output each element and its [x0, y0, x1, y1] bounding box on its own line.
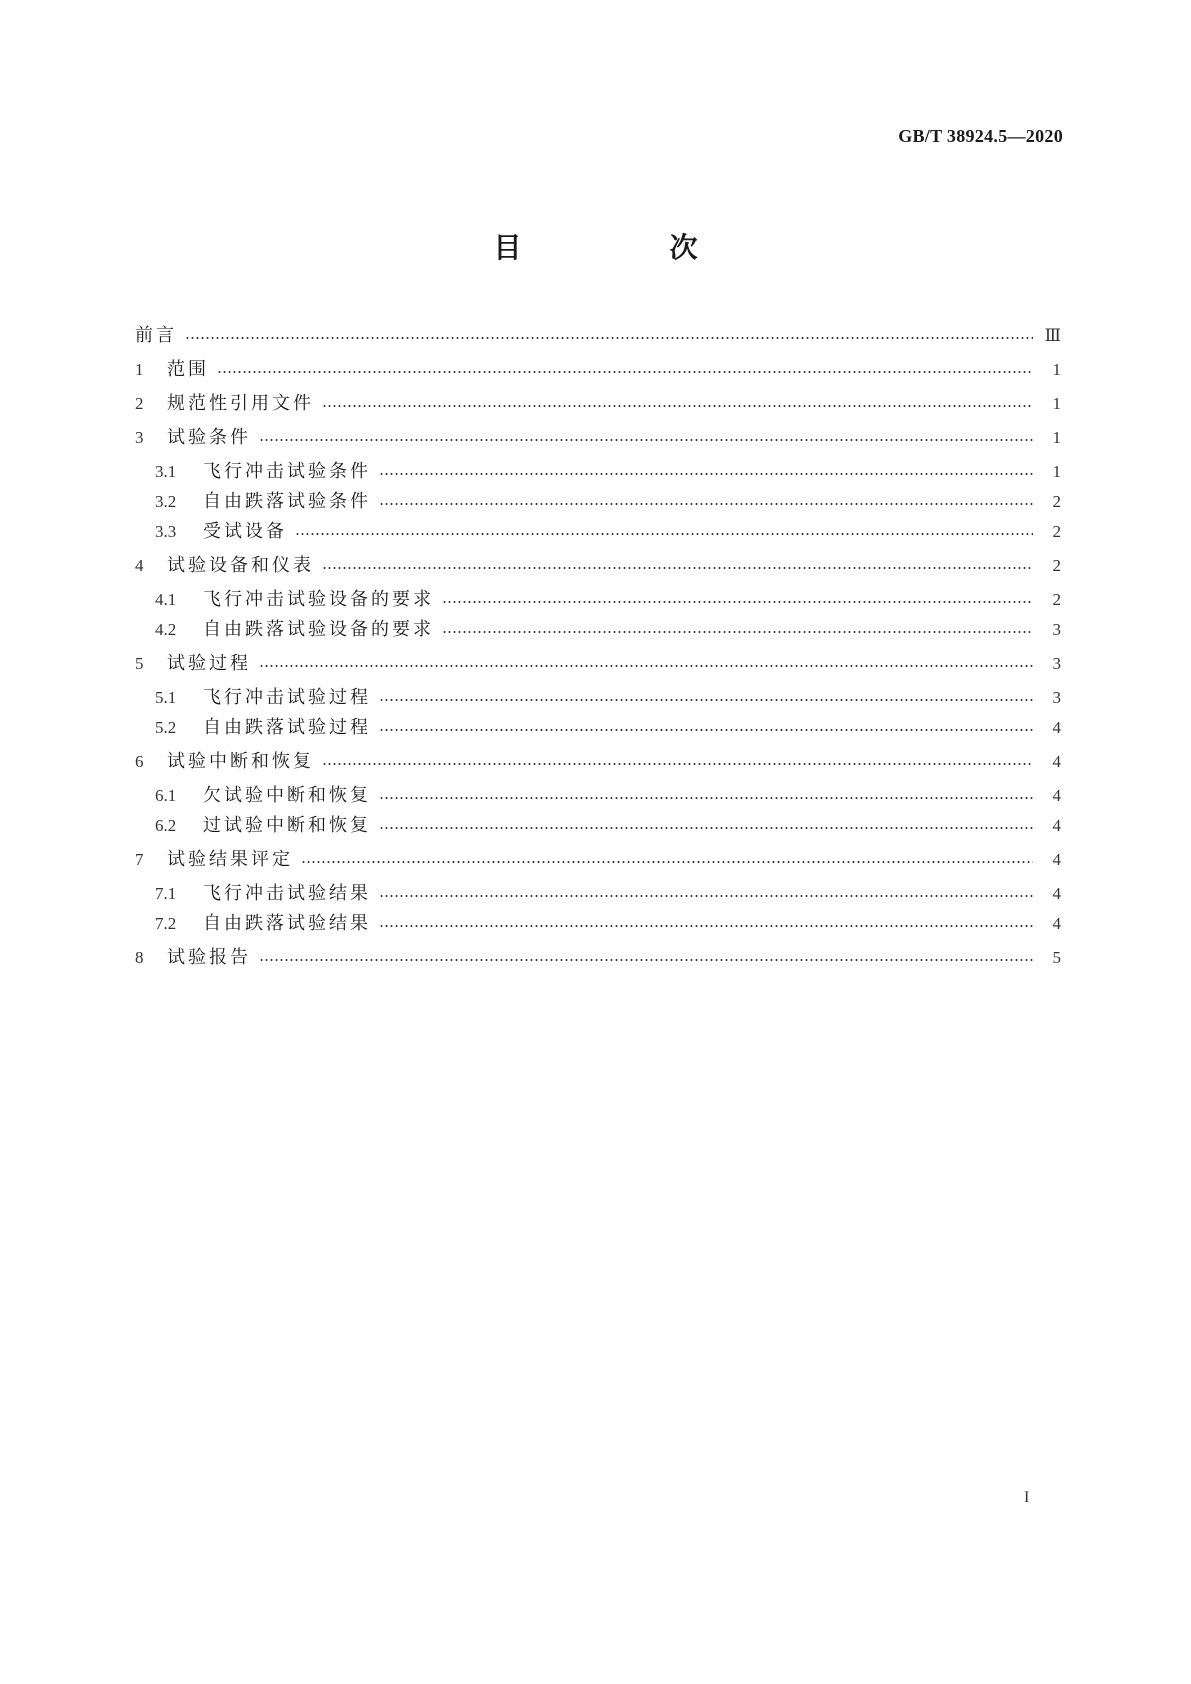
page-number: I: [1024, 1489, 1030, 1506]
toc-entry-label: 试验设备和仪表: [167, 555, 314, 576]
toc-entry-number: 7: [135, 850, 144, 869]
leader-dots: [379, 782, 1033, 810]
toc-entry-page: 3: [1052, 654, 1061, 673]
toc-entry-page: 2: [1052, 522, 1061, 541]
toc-entry-label: 欠试验中断和恢复: [203, 785, 371, 806]
toc-entry-4-1[interactable]: [155, 586, 1061, 614]
leader-dots: [379, 812, 1033, 840]
toc-entry-page: 3: [1052, 620, 1061, 639]
leader-dots: [322, 390, 1033, 418]
toc-entry-number: 5.2: [155, 718, 177, 737]
toc-entry-7-2[interactable]: [155, 910, 1061, 938]
leader-dots: [442, 586, 1033, 614]
toc-entry-5[interactable]: [135, 650, 1061, 678]
toc-entry-page: Ⅲ: [1044, 326, 1061, 345]
toc-entry-number: 4.2: [155, 620, 177, 639]
toc-entry-8[interactable]: [135, 944, 1061, 972]
toc-entry-number: 3.2: [155, 492, 177, 511]
toc-entry-page: 4: [1052, 752, 1061, 771]
toc-entry-page: 4: [1052, 884, 1061, 903]
leader-dots: [379, 488, 1033, 516]
toc-entry-6-2[interactable]: [155, 812, 1061, 840]
toc-entry-number: 4: [135, 556, 144, 575]
toc-entry-4-2[interactable]: [155, 616, 1061, 644]
leader-dots: [259, 944, 1033, 972]
toc-entry-page: 2: [1052, 492, 1061, 511]
toc-entry-number: 4.1: [155, 590, 177, 609]
toc-entry-number: 6.2: [155, 816, 177, 835]
toc-entry-2[interactable]: [135, 390, 1061, 418]
toc-entry-label: 过试验中断和恢复: [203, 815, 371, 836]
leader-dots: [259, 650, 1033, 678]
toc-entry-number: 2: [135, 394, 144, 413]
toc-entry-label: 自由跌落试验过程: [203, 717, 371, 738]
toc-entry-label: 试验报告: [167, 947, 251, 968]
toc-entry-3[interactable]: [135, 424, 1061, 452]
toc-entry-label: 试验过程: [167, 653, 251, 674]
standard-code: GB/T 38924.5—2020: [898, 126, 1063, 146]
toc-entry-label: 规范性引用文件: [167, 393, 314, 414]
toc-entry-number: 7.2: [155, 914, 177, 933]
toc-entry-number: 8: [135, 948, 144, 967]
toc-entry-page: 5: [1052, 948, 1061, 967]
toc-entry-label: 飞行冲击试验过程: [203, 687, 371, 708]
toc-entry-number: 3.3: [155, 522, 177, 541]
toc-entry-label: 受试设备: [203, 521, 287, 542]
toc-entry-page: 4: [1052, 718, 1061, 737]
leader-dots: [295, 518, 1033, 546]
toc-entry-page: 1: [1052, 428, 1061, 447]
toc-entry-page: 4: [1052, 816, 1061, 835]
page-title: 目 次: [493, 231, 758, 264]
toc-entry-label: 飞行冲击试验结果: [203, 883, 371, 904]
toc-entry-number: 5.1: [155, 688, 177, 707]
toc-entry-page: 2: [1052, 556, 1061, 575]
toc-entry-number: 3: [135, 428, 144, 447]
leader-dots: [379, 880, 1033, 908]
toc-entry-page: 3: [1052, 688, 1061, 707]
toc-entry-label: 自由跌落试验设备的要求: [203, 619, 434, 640]
toc-entry-number: 6: [135, 752, 144, 771]
toc-entry-label: 范围: [167, 359, 209, 380]
toc-entry-5-1[interactable]: [155, 684, 1061, 712]
toc-entry-page: 4: [1052, 786, 1061, 805]
toc-entry-label: 试验条件: [167, 427, 251, 448]
leader-dots: [379, 910, 1033, 938]
toc-entry-label: 自由跌落试验结果: [203, 913, 371, 934]
toc-entry-label: 飞行冲击试验设备的要求: [203, 589, 434, 610]
toc-entry-page: 2: [1052, 590, 1061, 609]
toc-entry-page: 1: [1052, 462, 1061, 481]
toc-entry-4[interactable]: [135, 552, 1061, 580]
leader-dots: [442, 616, 1033, 644]
toc-entry-label: 自由跌落试验条件: [203, 491, 371, 512]
toc-entry-label: 飞行冲击试验条件: [203, 461, 371, 482]
toc-entry-page: 1: [1052, 394, 1061, 413]
toc-entry-number: 5: [135, 654, 144, 673]
leader-dots: [379, 458, 1033, 486]
toc-entry-3-3[interactable]: [155, 518, 1061, 546]
toc-entry-label: 前言: [135, 325, 177, 346]
toc-entry-page: 4: [1052, 850, 1061, 869]
toc-entry-foreword[interactable]: [135, 322, 1061, 350]
toc-entry-number: 1: [135, 360, 144, 379]
leader-dots: [322, 552, 1033, 580]
toc-entry-page: 4: [1052, 914, 1061, 933]
toc-entry-label: 试验中断和恢复: [167, 751, 314, 772]
toc-entry-number: 3.1: [155, 462, 177, 481]
toc-entry-page: 1: [1052, 360, 1061, 379]
toc-entry-3-1[interactable]: [155, 458, 1061, 486]
leader-dots: [185, 322, 1033, 350]
leader-dots: [379, 714, 1033, 742]
toc-entry-number: 6.1: [155, 786, 177, 805]
toc-entry-label: 试验结果评定: [167, 849, 293, 870]
toc-entry-7-1[interactable]: [155, 880, 1061, 908]
leader-dots: [301, 846, 1033, 874]
leader-dots: [379, 684, 1033, 712]
toc-entry-5-2[interactable]: [155, 714, 1061, 742]
leader-dots: [322, 748, 1033, 776]
leader-dots: [259, 424, 1033, 452]
toc-entry-6-1[interactable]: [155, 782, 1061, 810]
toc-entry-number: 7.1: [155, 884, 177, 903]
toc-entry-7[interactable]: [135, 846, 1061, 874]
leader-dots: [217, 356, 1033, 384]
toc-entry-1[interactable]: [135, 356, 1061, 384]
toc-entry-3-2[interactable]: [155, 488, 1061, 516]
toc-entry-6[interactable]: [135, 748, 1061, 776]
